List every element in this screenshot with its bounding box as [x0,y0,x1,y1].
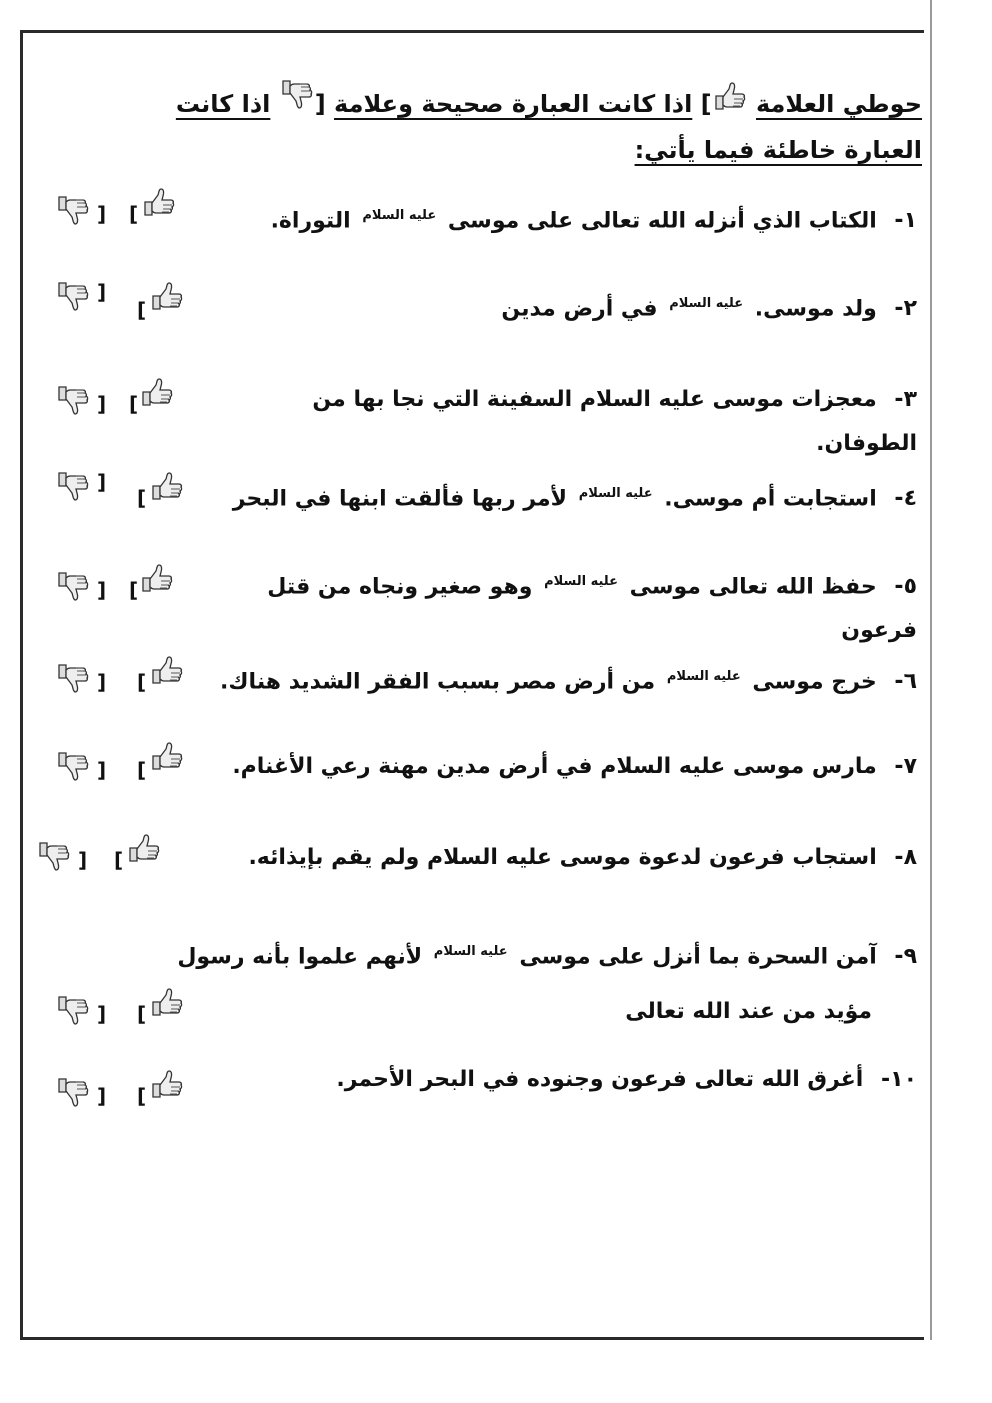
question-number: ١- [894,208,917,234]
answer-marks-1: ] [ [55,194,175,238]
instruction-part-3: اذا كانت [175,90,271,118]
thumbs-down-icon[interactable] [55,280,91,314]
honorific-calligraphy: عليه السلام [578,486,653,501]
answer-marks-7: ] [ [55,750,175,794]
scan-margin [924,0,992,1403]
question-number: ٧- [894,754,917,779]
thumbs-up-icon[interactable] [149,656,185,686]
answer-marks-8: ] [ [36,840,156,884]
answer-marks-3: ] [ [55,384,175,428]
question-text-cont-2: مؤيد من عند الله تعالى [625,999,872,1024]
thumbs-up-icon[interactable] [149,282,185,312]
question-text-cont: لأمر ربها فألقت ابنها في البحر [232,486,568,512]
answer-marks-5: ] [ [55,570,175,614]
question-5 [257,560,917,653]
question-text: استجابت أم موسى. [664,486,877,512]
question-4 [197,472,917,521]
instruction-part-2: اذا كانت العبارة صحيحة وعلامة [334,90,693,118]
scan-edge-line [930,0,932,1340]
question-6 [197,655,917,704]
thumbs-down-icon [279,78,315,112]
honorific-calligraphy: عليه السلام [666,669,741,684]
instructions: حوطي العلامة ] اذا كانت العبارة صحيحة وعلامة [ اذا كانت العبارة خاطئة فيما يأتي: [40,78,922,173]
thumbs-up-icon[interactable] [141,188,177,218]
question-9 [157,930,917,979]
thumbs-up-icon [712,82,748,112]
question-10 [197,1058,917,1102]
thumbs-up-icon[interactable] [126,834,162,864]
thumbs-up-icon[interactable] [139,378,175,408]
question-number: ٢- [894,296,917,322]
thumbs-up-icon[interactable] [149,1070,185,1100]
question-text: أغرق الله تعالى فرعون وجنوده في البحر الأحمر. [336,1067,864,1092]
question-text-cont: وهو صغير ونجاه من قتل [267,574,533,600]
honorific-calligraphy: عليه السلام [669,296,744,311]
question-text-cont: الطوفان. [816,431,917,456]
thumbs-down-icon[interactable] [55,750,91,784]
question-text: خرج موسى [752,669,877,695]
thumbs-up-icon[interactable] [149,988,185,1018]
question-text: معجزات موسى عليه السلام السفينة التي نجا بها من [312,387,877,412]
question-text-cont: التوراة. [270,208,351,234]
question-1 [197,194,917,243]
question-number: ٣- [894,387,917,412]
question-text: ولد موسى. [754,296,877,322]
answer-marks-4: ] [ [55,470,175,514]
thumbs-down-icon[interactable] [55,994,91,1028]
question-text-cont: من أرض مصر بسبب الفقر الشديد هناك. [220,669,656,695]
question-number: ١٠- [881,1067,917,1092]
answer-marks-9: ] [ [55,994,175,1038]
question-2 [197,282,917,331]
question-7 [197,745,917,789]
question-text-cont: في أرض مدين [501,296,658,322]
thumbs-down-icon[interactable] [55,1076,91,1110]
answer-marks-10: ] [ [55,1076,175,1120]
thumbs-down-icon[interactable] [55,570,91,604]
question-number: ٦- [894,669,917,695]
honorific-calligraphy: عليه السلام [362,208,437,223]
honorific-calligraphy: عليه السلام [433,944,508,959]
question-text: آمن السحرة بما أنزل على موسى [519,944,877,970]
instruction-part-4: العبارة خاطئة فيما يأتي: [634,136,922,164]
question-text: استجاب فرعون لدعوة موسى عليه السلام ولم يقم بإيذائه. [248,845,877,870]
question-number: ٤- [894,486,917,512]
question-text: حفظ الله تعالى موسى [629,574,877,600]
honorific-calligraphy: عليه السلام [544,574,618,589]
thumbs-up-icon[interactable] [139,564,175,594]
question-text: الكتاب الذي أنزله الله تعالى على موسى [447,208,877,234]
thumbs-up-icon[interactable] [149,472,185,502]
question-number: ٨- [894,845,917,870]
instruction-part-1: حوطي العلامة [755,90,922,118]
thumbs-down-icon[interactable] [55,662,91,696]
answer-marks-2: ] [ [55,280,175,324]
question-8 [197,836,917,880]
question-number: ٩- [894,944,917,970]
question-text: مارس موسى عليه السلام في أرض مدين مهنة رعي الأغنام. [232,754,877,779]
question-text-cont-2: فرعون [841,618,917,644]
thumbs-down-icon[interactable] [55,194,91,228]
question-3 [277,378,917,466]
thumbs-down-icon[interactable] [55,384,91,418]
thumbs-down-icon[interactable] [55,470,91,504]
answer-marks-6: ] [ [55,662,175,706]
question-9-line-2 [272,990,872,1034]
question-text-cont: لأنهم علموا بأنه رسول [177,944,423,970]
question-number: ٥- [894,574,917,600]
thumbs-down-icon[interactable] [36,840,72,874]
thumbs-up-icon[interactable] [149,742,185,772]
